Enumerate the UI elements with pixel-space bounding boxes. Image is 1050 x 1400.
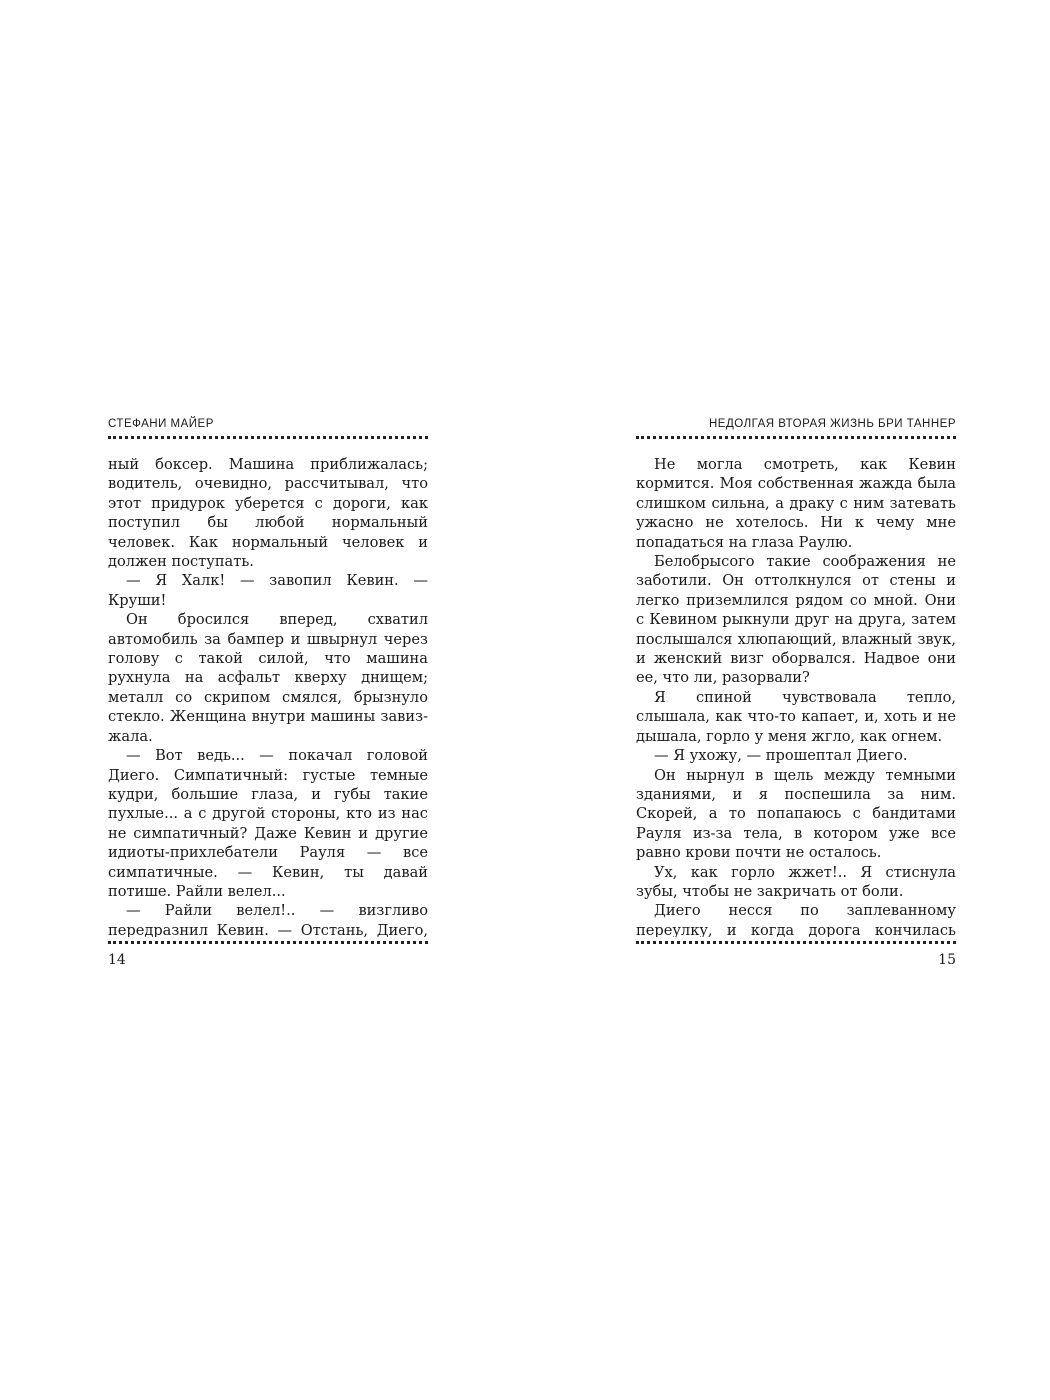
paragraph: ный боксер. Машина приближалась; водитель, очевидно, рассчитывал, что этот придурок уберется с дороги, как поступил бы любой нормальный человек. Как нормальный человек и должен поступать. xyxy=(108,456,428,571)
page-text xyxy=(636,455,956,937)
paragraph: Диего несся по заплеванному переулку, и когда дорога кончилась xyxy=(636,902,956,937)
left-page xyxy=(108,416,428,969)
header-rule xyxy=(636,436,956,439)
paragraph: — Райли велел!.. — визгливо передразнил Кевин. — Отстань, Диего, xyxy=(108,902,428,937)
paragraph: — Вот ведь... — покачал головой Диего. Симпатичный: густые темные кудри, большие глаза, и губы такие пухлые... а с другой стороны, кто из нас не симпатичный? Даже Кевин и другие идиоты-прихлебатели Рауля — все симпатичные. — Кевин, ты давай потише. Райли велел... xyxy=(108,747,428,900)
page-number: 15 xyxy=(938,952,956,968)
footer-rule xyxy=(108,941,428,944)
paragraph: Он бросился вперед, схватил автомобиль за бампер и швырнул через голову с такой силой, что машина рухнула на асфальт кверху днищем; металл со скрипом смялся, брызнуло стекло. Женщина внутри машины завизжала. xyxy=(108,611,428,745)
page-number: 14 xyxy=(108,952,126,968)
header-rule xyxy=(108,436,428,439)
paragraph: Я спиной чувствовала тепло, слышала, как что-то капает, и, хоть и не дышала, горло у меня жгло, как огнем. xyxy=(636,688,956,745)
paragraph: Не могла смотреть, как Кевин кормится. Моя собственная жажда была слишком сильна, а драку с ним затевать ужасно не хотелось. Ни к чему мне попадаться на глаза Раулю. xyxy=(636,456,956,551)
paragraph: Ух, как горло жжет!.. Я стиснула зубы, чтобы не закричать от боли. xyxy=(636,863,956,900)
paragraph: Он нырнул в щель между темными зданиями, и я поспешила за ним. Скорей, а то попапаюсь с бандитами Рауля из-за тела, в котором уже все равно крови почти не осталось. xyxy=(636,766,956,862)
paragraph: — Я Халк! — завопил Кевин. — Круши! xyxy=(108,572,428,609)
paragraph: Белобрысого такие соображения не заботили. Он оттолкнулся от стены и легко приземлился рядом со мной. Они с Кевином рыкнули друг на друга, затем послышался хлюпающий, влажный звук, и женский визг оборвался. Надвое они ее, что ли, разорвали? xyxy=(636,553,956,687)
page-text xyxy=(108,455,428,937)
running-head-author: СТЕФАНИ МАЙЕР xyxy=(108,418,214,430)
running-head-title: НЕДОЛГАЯ ВТОРАЯ ЖИЗНЬ БРИ ТАННЕР xyxy=(709,418,956,430)
right-page xyxy=(636,416,956,969)
footer-rule xyxy=(636,941,956,944)
paragraph: — Я ухожу, — прошептал Диего. xyxy=(654,747,908,765)
